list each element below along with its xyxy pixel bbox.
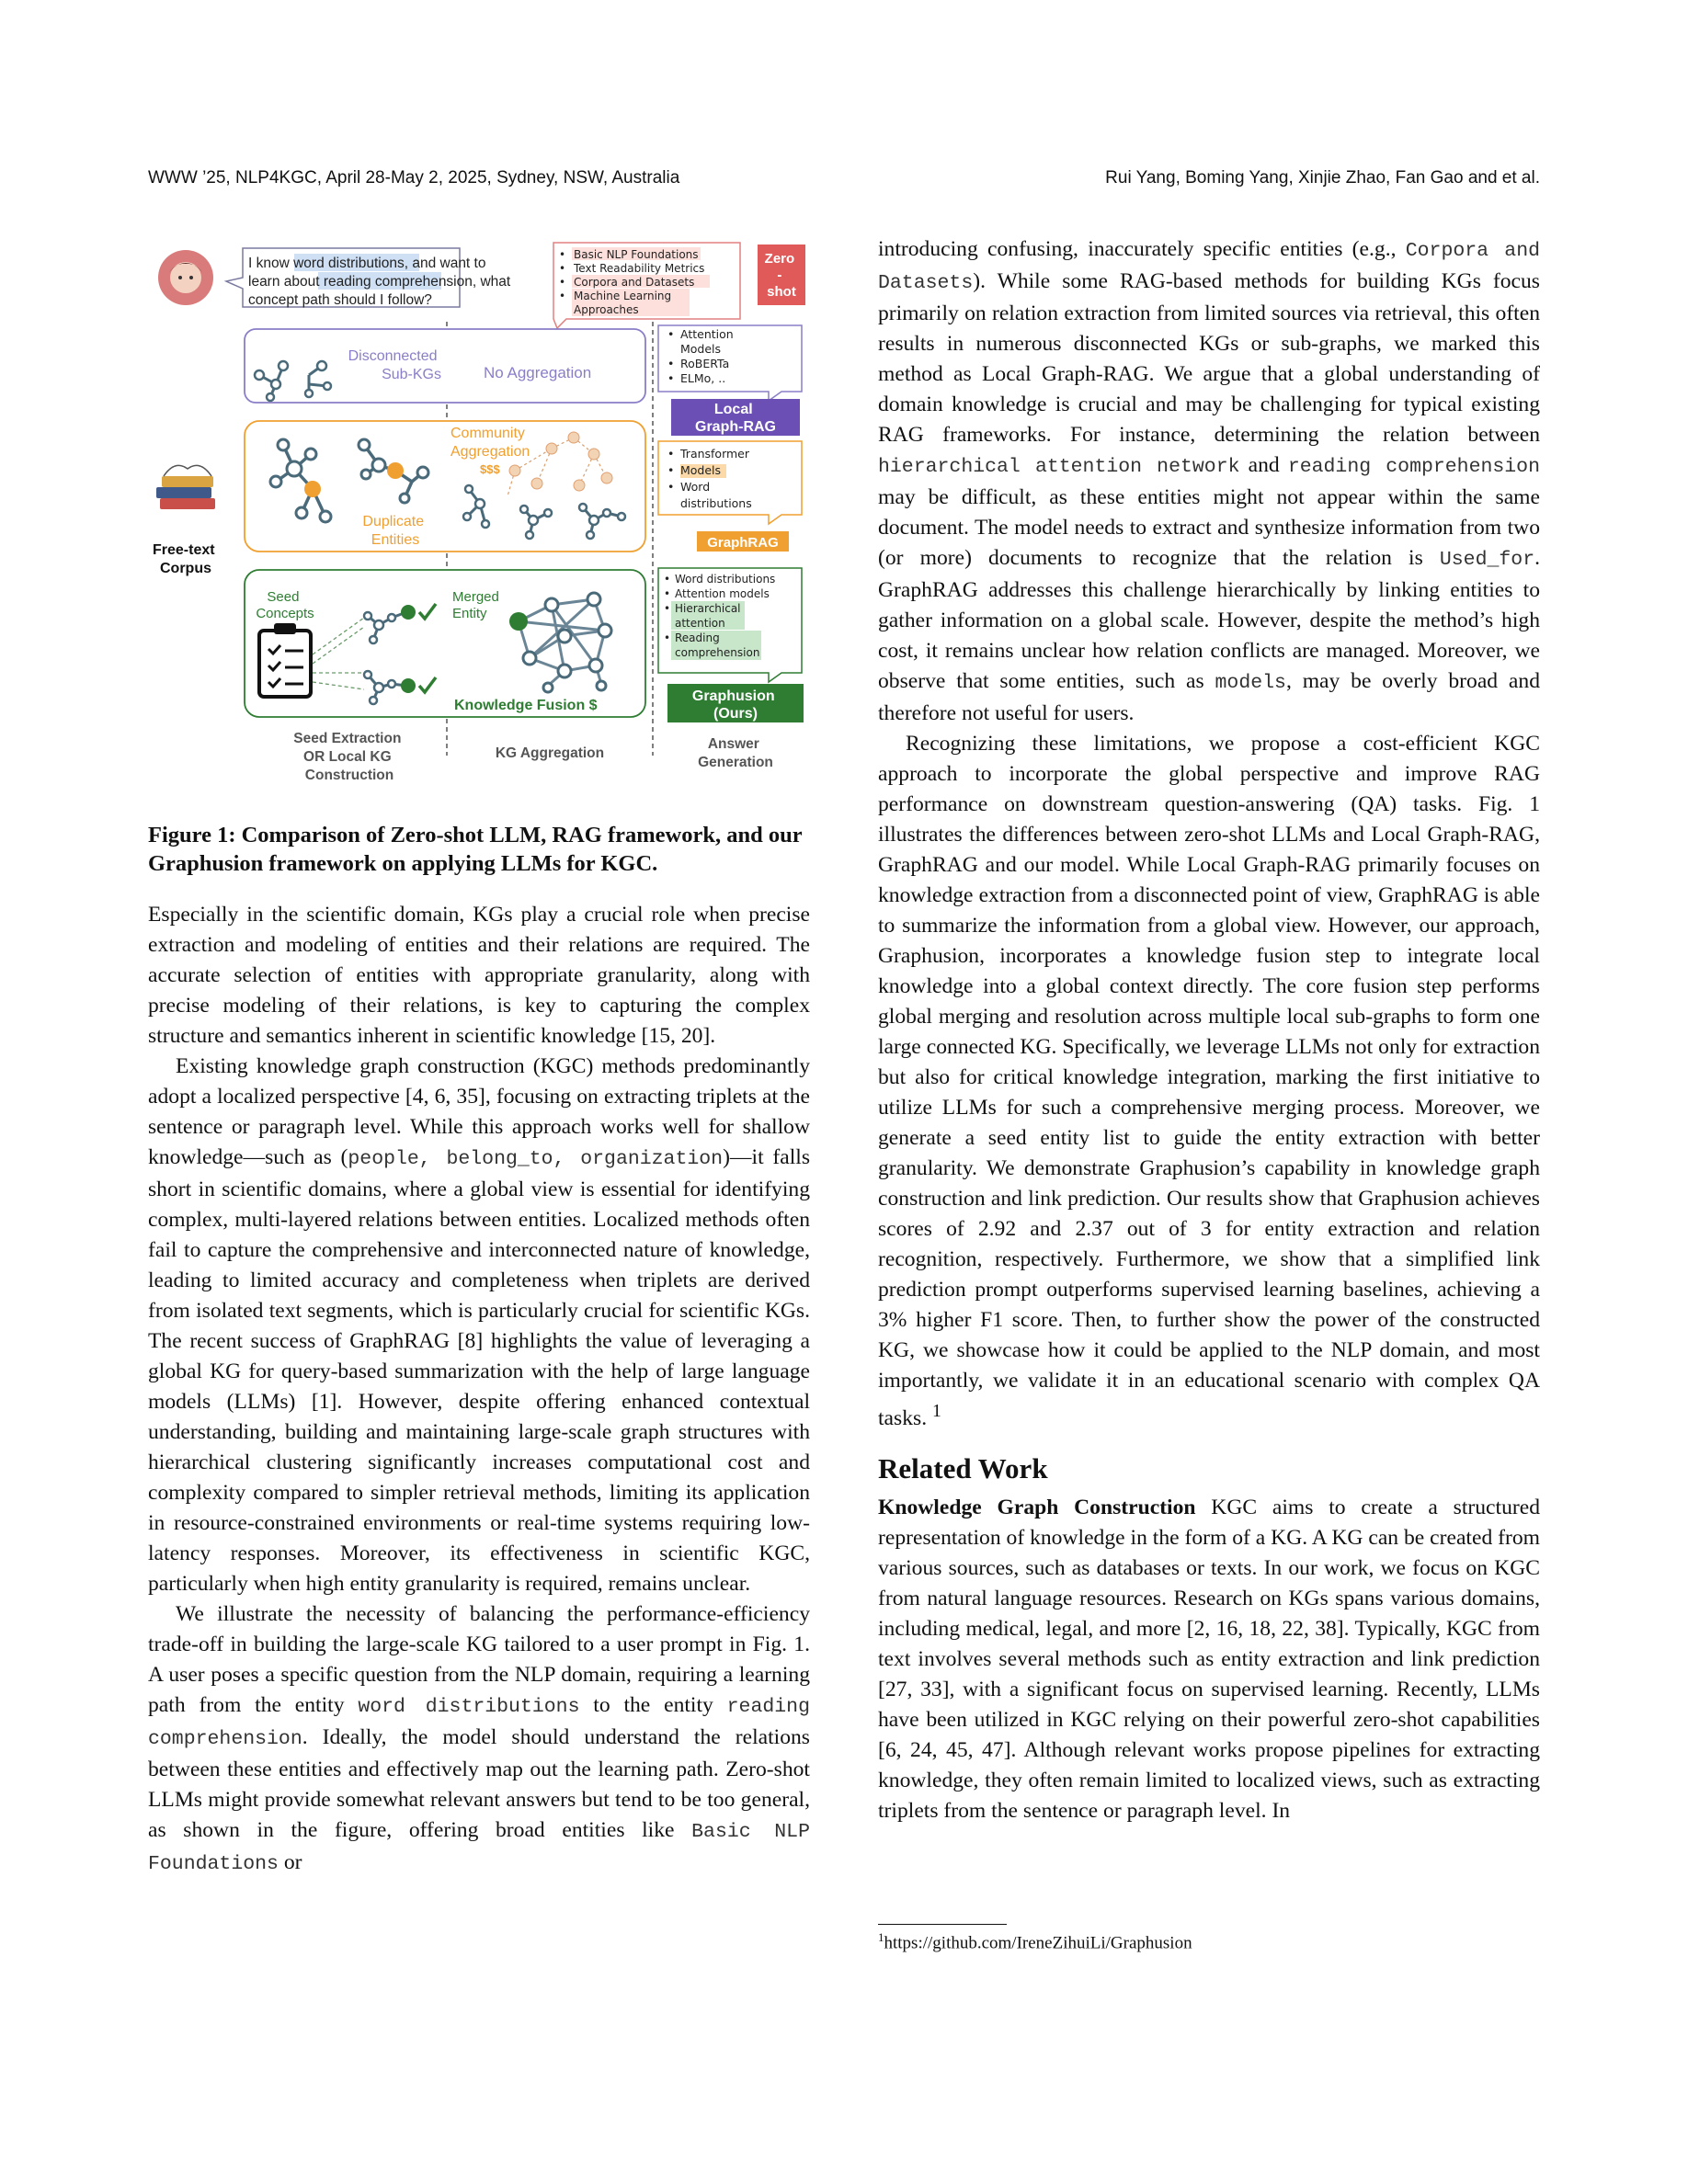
footnote-ref[interactable]: 1	[932, 1401, 941, 1421]
svg-text:•Basic NLP Foundations •: • Basic NLP Foundations • Text Readability Metrics • Corpora and Datasets • Machine Learning Approaches	[559, 248, 705, 316]
footnote-rule	[878, 1924, 1007, 1925]
svg-text:No Aggregation: No Aggregation	[484, 364, 592, 381]
corpus-label: Free-text Corpus	[152, 542, 215, 576]
figure-1	[147, 241, 811, 792]
svg-text:Merged Entity: Merged Entity	[452, 589, 499, 621]
svg-text:Local Graph-RAG: Local Graph-RAG	[695, 402, 776, 435]
svg-text:Knowledge Fusion $: Knowledge Fusion $	[454, 698, 598, 713]
figure-caption: Figure 1: Comparison of Zero-shot LLM, RAG framework, and our Graphusion framework on applying LLMs for KGC.	[148, 823, 803, 876]
footnote: $^1$https://github.com/IreneZihuiLi/Graphusion	[878, 1930, 1192, 1953]
stage-label-answer: Answer Generation	[698, 736, 773, 770]
paragraph: Especially in the scientific domain, KGs play a crucial role when precise extraction and modeling of entities and their relations are required. The accurate selection of entities with appropriate granularity, along with precise modeling of their relations, is key to capturing the complex structure and semantics inherent in scientific knowledge [15, 20].	[148, 903, 810, 1048]
stage-label-seed: Seed Extraction OR Local KG Construction	[293, 731, 402, 783]
paragraph: Recognizing these limitations, we propose a cost-efficient KGC approach to incorporate the global perspective and improve RAG performance on downstream question-answering (QA) tasks. Fig. 1 illustrates the differences between zero-shot LLMs and Local Graph-RAG, GraphRAG and our model. While Local Graph-RAG primarily focuses on knowledge extraction from a disconnected point of view, GraphRAG is able to summarize the information from a global view. However, our approach, Graphusion, incorporates a knowledge fusion step to integrate local knowledge into a global context directly. The core fusion step performs global merging and resolution across multiple local sub-graphs to form one large connected KG. Specifically, we leverage LLMs not only for extraction but also for critical knowledge integration, marking the first initiative to utilize LLMs for such a comprehensive merging process. Moreover, we generate a seed entity list to guide the entity extraction with better granularity. We demonstrate Graphusion’s capability in knowledge graph construction and link prediction. Our results show that Graphusion achieves scores of 2.92 and 2.37 out of 3 for entity extraction and relation recognition, respectively. Furthermore, we show that a simplified link prediction prompt outperforms supervised learning baselines, achieving a 3% higher F1 score. Then, to further show the power of the constructed KG, we showcase how it could be applied to the NLP domain, and most importantly, we validate it in an educational scenario with complex QA tasks. $^1$	[878, 732, 1540, 1430]
row-local-graph-rag	[245, 329, 645, 403]
svg-text:Disconnected Sub-KGs: Disconnected Sub-KGs	[348, 348, 441, 382]
zero-shot-label	[758, 245, 805, 305]
method-graphrag	[697, 531, 789, 552]
svg-text:•Word distributions •Att: • Word distributions • Attention models • Hierarchical attention • Reading comprehension	[664, 573, 776, 659]
svg-text:Community Aggregation: Community Aggregation	[451, 426, 530, 460]
paragraph: introducing confusing, inaccurately specific entities (e.g., Corpora and Datasets). While some RAG-based methods for building KGs focus primarily on relation extraction from limited sources via retrieval, this often results in numerous disconnected KGs or sub-graphs, we marked this method as Local Graph-RAG. We argue that a global understanding of domain knowledge is crucial and may be challenging for typical existing RAG frameworks. For instance, determining the relation between hierarchical attention network and reading comprehension may be difficult, as these entities might not appear within the same document. The model needs to extract and synthesize information from two (or more) documents to recognize that the relation is Used_for. GraphRAG addresses this challenge hierarchically by linking entities to gather information on a global scale. However, despite the method’s high cost, it remains unclear how relation conflicts are managed. Moreover, we observe that some entities, such as models, may be overly broad and therefore not useful for users.	[878, 237, 1540, 725]
footnote-link[interactable]: https://github.com/IreneZihuiLi/Graphusion	[884, 1933, 1192, 1953]
svg-text:GraphRAG: GraphRAG	[707, 535, 779, 551]
paragraph: Knowledge Graph Construction KGC aims to create a structured representation of knowledge in the form of a KG. A KG can be created from various sources, such as databases or texts. In our work, we focus on KGC from natural language resources. Research on KGs spans various domains, including medical, legal, and more [2, 16, 18, 22, 38]. Typically, KGC from text involves several methods such as entity extraction and link prediction [27, 33], with a significant focus on supervised learning. Recently, LLMs have been utilized in KGC relying on their powerful zero-shot capabilities [6, 24, 45, 47]. Although relevant works propose pipelines for extracting knowledge, they often remain limited to localized views, such as extracting triplets from the sentence or paragraph level. In	[878, 1495, 1541, 1823]
clipboard-icon	[259, 623, 311, 697]
svg-text:$$$: $$$	[480, 462, 500, 476]
book-stack-icon	[156, 465, 215, 509]
svg-text:Zero - shot: Zero - shot	[764, 251, 796, 300]
local-graph-rag-answers	[658, 325, 802, 401]
paragraph: We illustrate the necessity of balancing the performance-efficiency trade-off in building the large-scale KG tailored to a user prompt in Fig. 1. A user poses a specific question from the NLP domain, requiring a learning path from the entity word distributions to the entity reading comprehension. Ideally, the model should understand the relations between these entities and effectively map out the learning path. Zero-shot LLMs might provide somewhat relevant answers but tend to be too general, as shown in the figure, offering broad entities like Basic NLP Foundations or	[148, 1602, 810, 1875]
stage-label-kg: KG Aggregation	[495, 745, 605, 761]
zero-shot-answers	[553, 243, 740, 328]
svg-text:•Transformer •Models: • Transformer • Models • Word distributions	[667, 447, 752, 510]
method-local-graph-rag	[671, 399, 800, 436]
user-query-bubble	[226, 248, 515, 308]
method-graphusion	[667, 684, 804, 722]
row-graphusion	[245, 570, 645, 717]
graphrag-answers	[658, 441, 802, 524]
section-title: Related Work	[878, 1451, 1048, 1484]
paragraph: Existing knowledge graph construction (KGC) methods predominantly adopt a localized perspective [4, 6, 35], focusing on extracting triplets at the sentence or paragraph level. While this approach works well for shallow knowledge—such as (people, belong_to, organization)—it falls short in scientific domains, where a global view is essential for identifying complex, multi-layered relations between entities. Localized methods often fail to capture the comprehensive and interconnected nature of knowledge, leading to limited accuracy and completeness when triplets are derived from isolated text segments, which is particularly crucial for scientific KGs. The recent success of GraphRAG [8] highlights the value of leveraging a global KG for query-based summarization with the help of large language models (LLMs) [1]. However, despite offering enhanced contextual understanding, building and maintaining large-scale graph structures with hierarchical clustering significantly increases computational cost and complexity compared to simpler retrieval methods, limiting its application in resource-constrained environments or real-time systems requiring low-latency responses. Moreover, its effectiveness in scientific KGC, particularly when high entity granularity is required, remains unclear.	[148, 1054, 810, 1596]
user-avatar-icon	[158, 250, 213, 305]
svg-text:Duplicate Entities: Duplicate Entities	[362, 514, 425, 548]
graphusion-answers	[658, 568, 802, 682]
right-column	[878, 234, 1540, 1826]
running-header-right: Rui Yang, Boming Yang, Xinjie Zhao, Fan Gao and et al.	[1105, 168, 1540, 188]
svg-text:I know word distributions, and: I know word distributions, and want to learn about reading comprehension, what concept path should I follow?	[248, 256, 511, 308]
figure-1-diagram	[147, 241, 811, 792]
row-graphrag	[245, 421, 645, 552]
svg-text:Seed Concepts: Seed Concepts	[256, 589, 314, 621]
svg-text:•Attention Models: • Attention Models • RoBERTa • ELMo, ..	[667, 327, 734, 385]
running-header-left: WWW ’25, NLP4KGC, April 28-May 2, 2025, Sydney, NSW, Australia	[148, 168, 680, 188]
svg-text:Graphusion (Ours): Graphusion (Ours)	[691, 688, 775, 722]
left-column	[148, 900, 810, 1880]
